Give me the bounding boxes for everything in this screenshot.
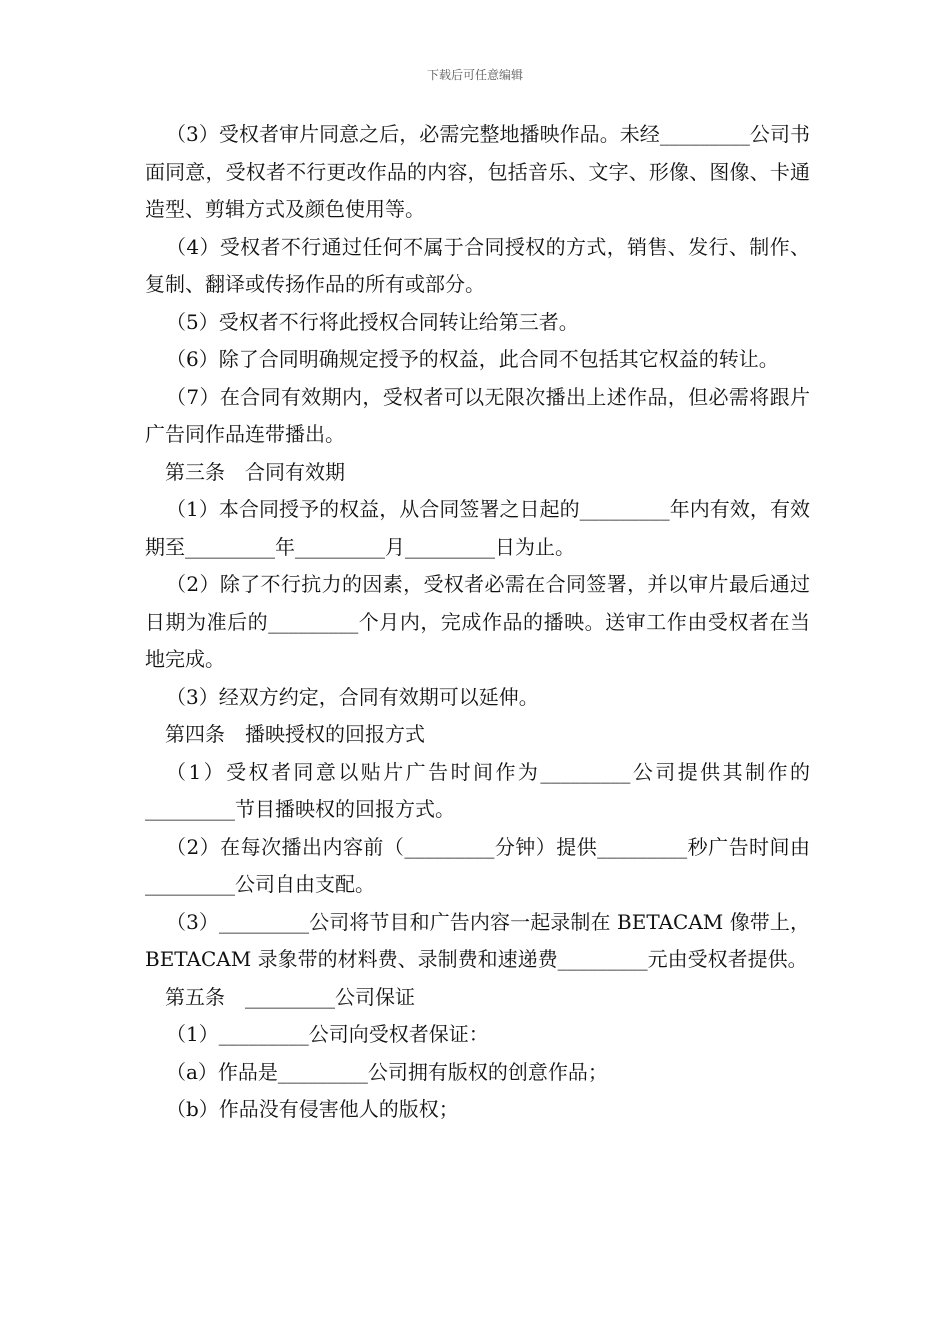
clause-5-1-b: （b）作品没有侵害他人的版权； — [166, 1097, 459, 1121]
clause-5-1: （1）_________公司向受权者保证： — [166, 1022, 489, 1046]
clause-3-3: （3）经双方约定，合同有效期可以延伸。 — [166, 684, 539, 709]
clause-4-2: （2）在每次播出内容前（_________分钟）提供_________秒广告时间由_________公司自由支配。 — [145, 834, 810, 896]
clause-3-2: （2）除了不行抗力的因素，受权者必需在合同签署，并以审片最后通过日期为准后的_________个月内，完成作品的播映。送审工作由受权者在当地完成。 — [145, 572, 810, 671]
clause-2-4: （4）受权者不行通过任何不属于合同授权的方式，销售、发行、制作、复制、翻译或传扬作品的所有或部分。 — [145, 234, 810, 296]
clause-2-5: （5）受权者不行将此授权合同转让给第三者。 — [166, 309, 579, 334]
article-4-heading: 第四条 播映授权的回报方式 — [165, 722, 425, 746]
page-header: 下载后可任意编辑 — [426, 68, 523, 82]
document-body — [145, 116, 810, 1129]
clause-4-3: （3）_________公司将节目和广告内容一起录制在 BETACAM 像带上，BETACAM 录象带的材料费、录制费和速递费_________元由受权者提供。 — [145, 909, 810, 971]
clause-2-3: （3）受权者审片同意之后，必需完整地播映作品。未经_________公司书面同意，受权者不行更改作品的内容，包括音乐、文字、形像、图像、卡通造型、剪辑方式及颜色使用等。 — [145, 122, 810, 221]
clause-2-7: （7）在合同有效期内，受权者可以无限次播出上述作品，但必需将跟片广告同作品连带播出。 — [145, 384, 810, 446]
clause-3-1: （1）本合同授予的权益，从合同签署之日起的_________年内有效，有效期至_________年_________月_________日为止。 — [145, 497, 810, 559]
clause-5-1-a: （a）作品是_________公司拥有版权的创意作品； — [166, 1059, 608, 1084]
article-5-heading: 第五条 _________公司保证 — [165, 984, 415, 1009]
article-3-heading: 第三条 合同有效期 — [165, 459, 345, 484]
clause-4-1: （1）受权者同意以贴片广告时间作为_________公司提供其制作的_________节目播映权的回报方式。 — [145, 759, 810, 821]
clause-2-6: （6）除了合同明确规定授予的权益，此合同不包括其它权益的转让。 — [166, 347, 779, 371]
